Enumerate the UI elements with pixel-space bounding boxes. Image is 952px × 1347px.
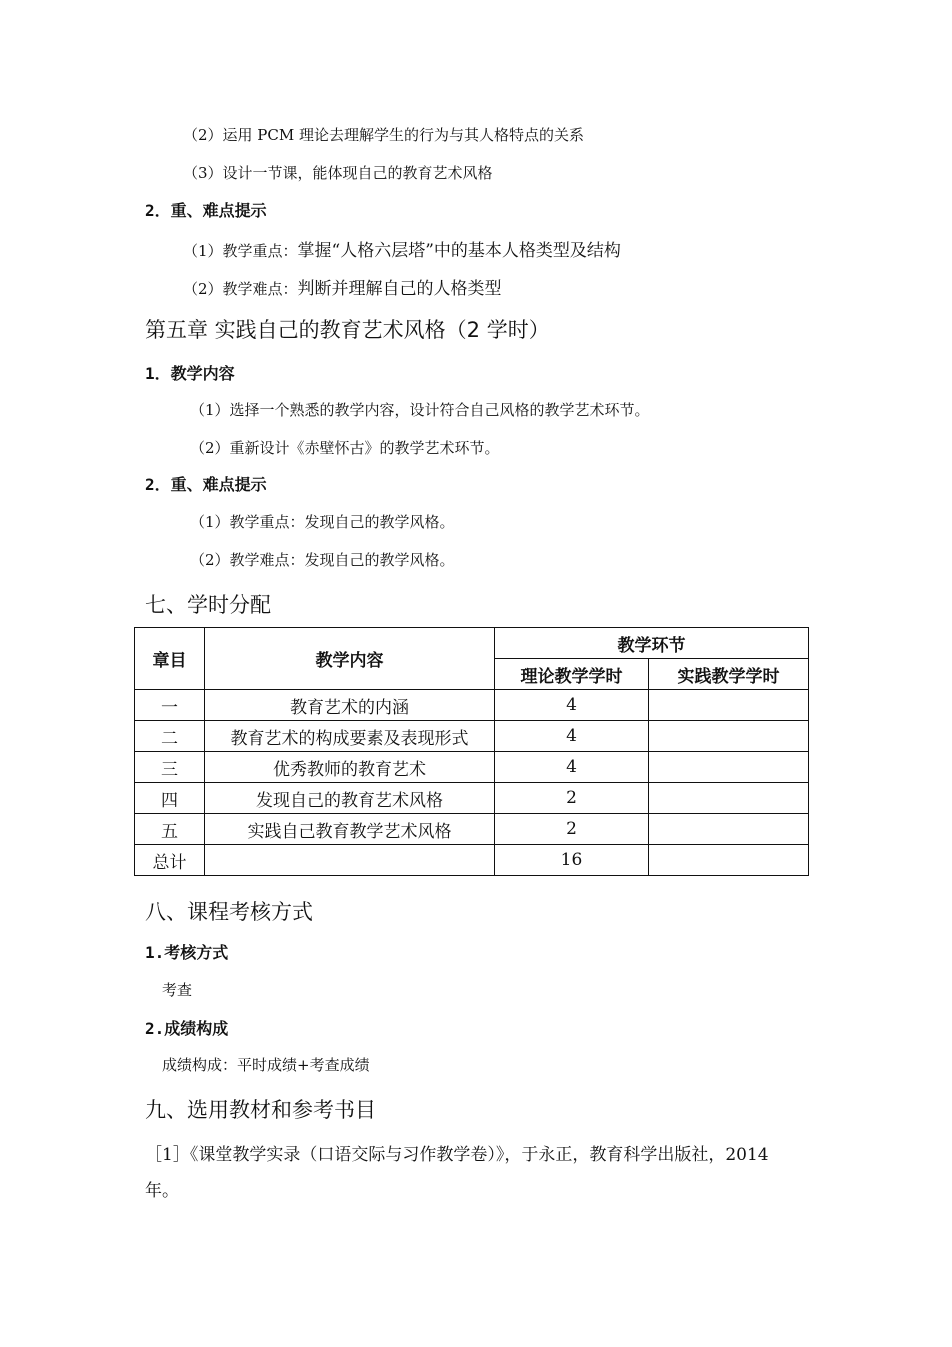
cell-chapter: 二 (135, 721, 205, 752)
header-theory: 理论教学学时 (495, 659, 649, 690)
table-header-row (135, 628, 809, 659)
cell-practice (649, 752, 809, 783)
method-text: 考查 (162, 981, 193, 999)
ch4-key-1-text: 掌握“人格六层塔”中的基本人格类型及结构 (297, 241, 621, 261)
table-row (135, 752, 809, 783)
cell-theory: 4 (495, 721, 649, 752)
ch5-key-1: （1）教学重点：发现自己的教学风格。 (190, 513, 455, 531)
method-heading: 1.考核方式 (145, 943, 229, 962)
section7-title: 七、学时分配 (145, 593, 271, 617)
grade-text: 成绩构成：平时成绩+考查成绩 (162, 1056, 370, 1074)
table-row-total (135, 845, 809, 876)
header-group: 教学环节 (495, 628, 809, 659)
table-row (135, 690, 809, 721)
cell-content (205, 845, 495, 876)
ch4-key-1 (183, 236, 621, 261)
ch5-content-1: （1）选择一个熟悉的教学内容，设计符合自己风格的教学艺术环节。 (190, 401, 650, 419)
cell-content: 教育艺术的构成要素及表现形式 (205, 721, 495, 752)
cell-content: 实践自己教育教学艺术风格 (205, 814, 495, 845)
ch4-goal-2: （2）运用 PCM 理论去理解学生的行为与其人格特点的关系 (183, 126, 585, 144)
reference-1-line-1: ［1］《课堂教学实录（口语交际与习作教学卷）》，于永正，教育科学出版社，2014 (145, 1145, 769, 1165)
ch4-goal-3: （3）设计一节课，能体现自己的教育艺术风格 (183, 164, 493, 182)
cell-chapter: 四 (135, 783, 205, 814)
section8-title: 八、课程考核方式 (145, 900, 313, 924)
header-chapter: 章目 (135, 628, 205, 690)
cell-theory: 4 (495, 752, 649, 783)
hours-table (134, 627, 809, 876)
cell-content: 优秀教师的教育艺术 (205, 752, 495, 783)
cell-practice (649, 814, 809, 845)
cell-practice (649, 783, 809, 814)
ch5-title: 第五章 实践自己的教育艺术风格（2 学时） (145, 318, 550, 342)
cell-practice (649, 690, 809, 721)
cell-practice (649, 845, 809, 876)
cell-theory: 4 (495, 690, 649, 721)
section9-title: 九、选用教材和参考书目 (145, 1098, 376, 1122)
cell-theory: 2 (495, 783, 649, 814)
ch4-key-2-text: 判断并理解自己的人格类型 (297, 279, 502, 299)
table-row (135, 814, 809, 845)
table-row (135, 783, 809, 814)
cell-theory: 16 (495, 845, 649, 876)
reference-1-line-2: 年。 (145, 1181, 179, 1201)
ch5-key-2: （2）教学难点：发现自己的教学风格。 (190, 551, 455, 569)
grade-heading: 2.成绩构成 (145, 1019, 229, 1038)
cell-chapter: 总计 (135, 845, 205, 876)
cell-chapter: 五 (135, 814, 205, 845)
header-practice: 实践教学学时 (649, 659, 809, 690)
ch4-key-1-prefix: （1）教学重点： (183, 242, 298, 260)
cell-content: 发现自己的教育艺术风格 (205, 783, 495, 814)
ch5-content-2: （2）重新设计《赤壁怀古》的教学艺术环节。 (190, 439, 500, 457)
ch4-key-heading: 2．重、难点提示 (145, 201, 267, 220)
table-row (135, 721, 809, 752)
cell-practice (649, 721, 809, 752)
cell-chapter: 三 (135, 752, 205, 783)
cell-theory: 2 (495, 814, 649, 845)
ch4-key-2-prefix: （2）教学难点： (183, 280, 298, 298)
cell-content: 教育艺术的内涵 (205, 690, 495, 721)
ch4-key-2 (183, 274, 502, 299)
ch5-key-heading: 2．重、难点提示 (145, 475, 267, 494)
header-content: 教学内容 (205, 628, 495, 690)
cell-chapter: 一 (135, 690, 205, 721)
ch5-content-heading: 1．教学内容 (145, 364, 235, 383)
